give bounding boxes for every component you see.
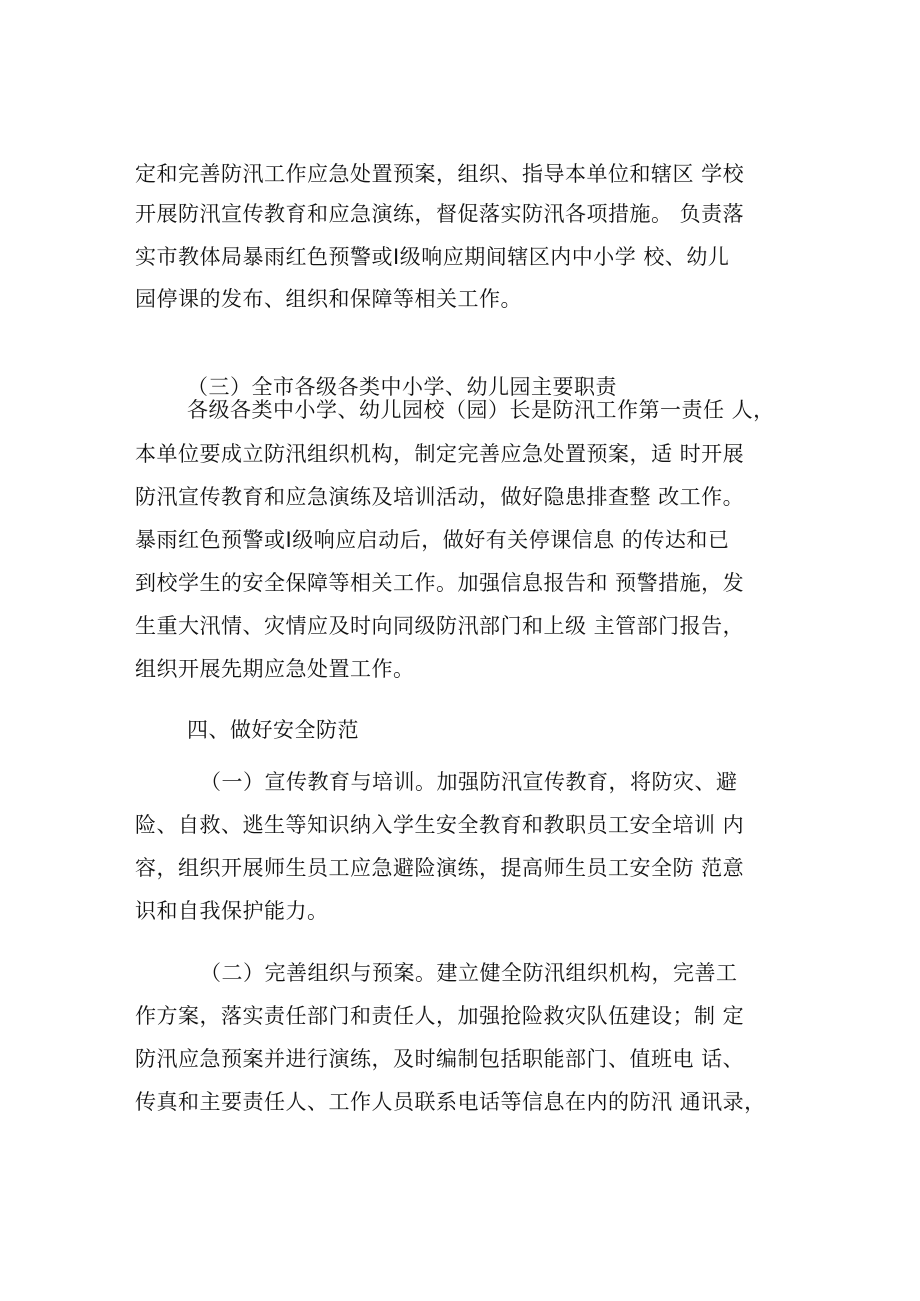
text-line: 识和自我保护能力。 [135,899,329,923]
text-line: 险、自救、逃生等知识纳入学生安全教育和教职员工安全培训 内 [135,813,745,837]
text-line: 生重大汛情、灾情应及时向同级防汛部门和上级 主管部门报告， [135,614,745,638]
text-line: 作方案，落实责任部门和责任人，加强抢险救灾队伍建设；制 定 [135,1004,745,1028]
text-line: 开展防汛宣传教育和应急演练，督促落实防汛各项措施。 负责落 [135,202,745,226]
text-line: 实市教体局暴雨红色预警或I级响应期间辖区内中小学 校、幼儿 [135,245,730,269]
text-line: 容，组织开展师生员工应急避险演练，提高师生员工安全防 范意 [135,856,745,880]
text-line: 本单位要成立防汛组织机构，制定完善应急处置预案，适 时开展 [135,442,745,466]
text-line: 传真和主要责任人、工作人员联系电话等信息在内的防汛 通讯录， [135,1090,766,1114]
section-heading: 四、做好安全防范 [187,718,359,742]
text-line: （一）宣传教育与培训。加强防汛宣传教育，将防灾、避 [200,770,738,794]
text-line: （二）完善组织与预案。建立健全防汛组织机构，完善工 [200,961,738,985]
text-line: 各级各类中小学、幼儿园校（园）长是防汛工作第一责任 人， [187,398,775,422]
text-line: 暴雨红色预警或I级响应启动后，做好有关停课信息 的传达和已 [135,528,730,552]
text-line: 防汛宣传教育和应急演练及培训活动，做好隐患排查整 改工作。 [135,485,745,509]
text-line: 定和完善防汛工作应急处置预案，组织、指导本单位和辖区 学校 [135,162,745,186]
text-line: 组织开展先期应急处置工作。 [135,657,415,681]
text-line: 园停课的发布、组织和保障等相关工作。 [135,287,522,311]
text-line: 防汛应急预案并进行演练，及时编制包括职能部门、值班电 话、 [135,1047,745,1071]
text-line: 到校学生的安全保障等相关工作。加强信息报告和 预警措施，发 [135,571,745,595]
section-heading: （三）全市各级各类中小学、幼儿园主要职责 [187,375,617,399]
